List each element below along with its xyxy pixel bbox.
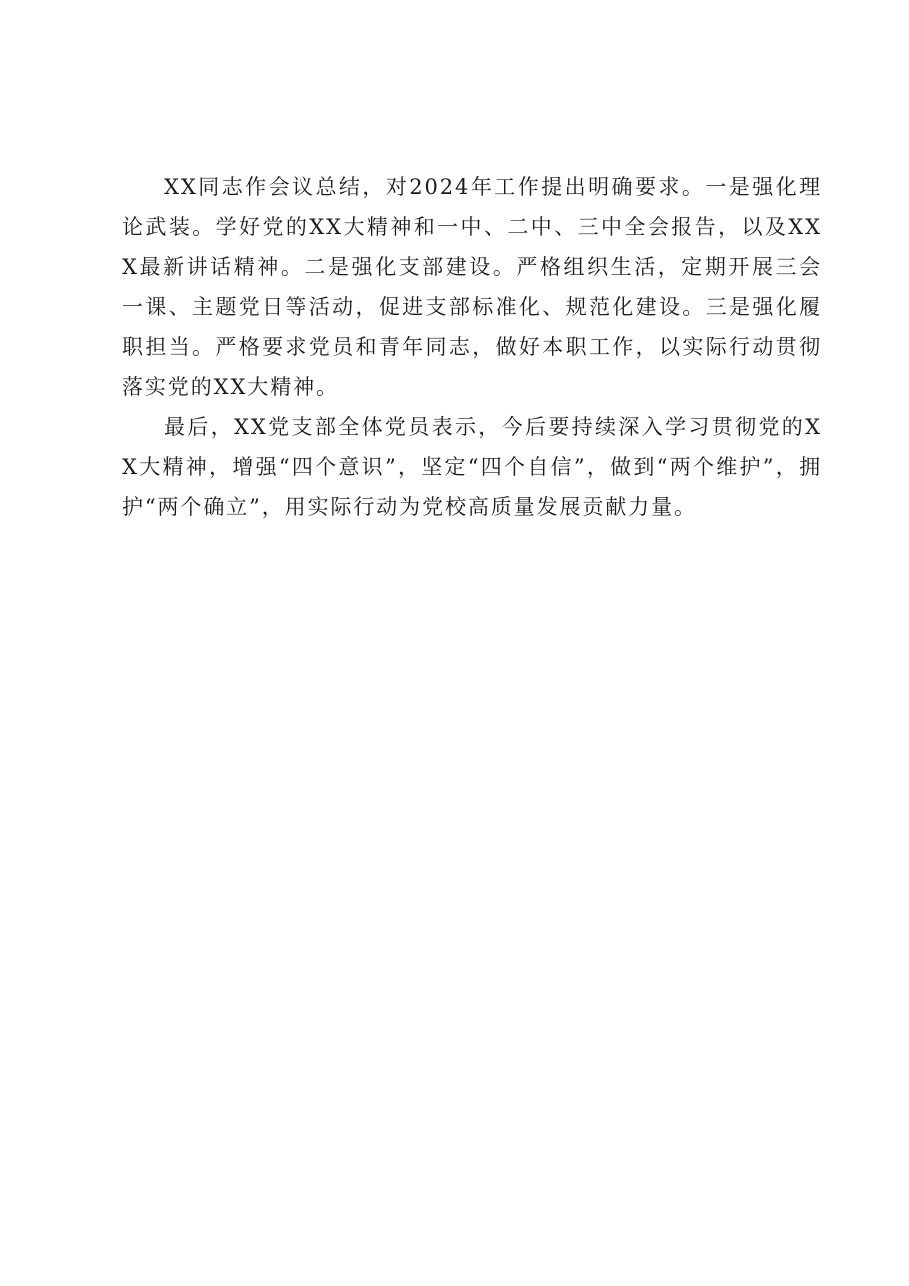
document-body — [122, 167, 822, 527]
paragraph-conclusion: 最后，XX党支部全体党员表示，今后要持续深入学习贯彻党的XX大精神，增强“四个意识”，坚定“四个自信”，做到“两个维护”，拥护“两个确立”，用实际行动为党校高质量发展贡献力量。 — [122, 415, 822, 519]
paragraph-summary: XX同志作会议总结，对2024年工作提出明确要求。一是强化理论武装。学好党的XX大精神和一中、二中、三中全会报告，以及XXX最新讲话精神。二是强化支部建设。严格组织生活，定期开展三会一课、主题党日等活动，促进支部标准化、规范化建设。三是强化履职担当。严格要求党员和青年同志，做好本职工作，以实际行动贯彻落实党的XX大精神。 — [122, 175, 822, 399]
